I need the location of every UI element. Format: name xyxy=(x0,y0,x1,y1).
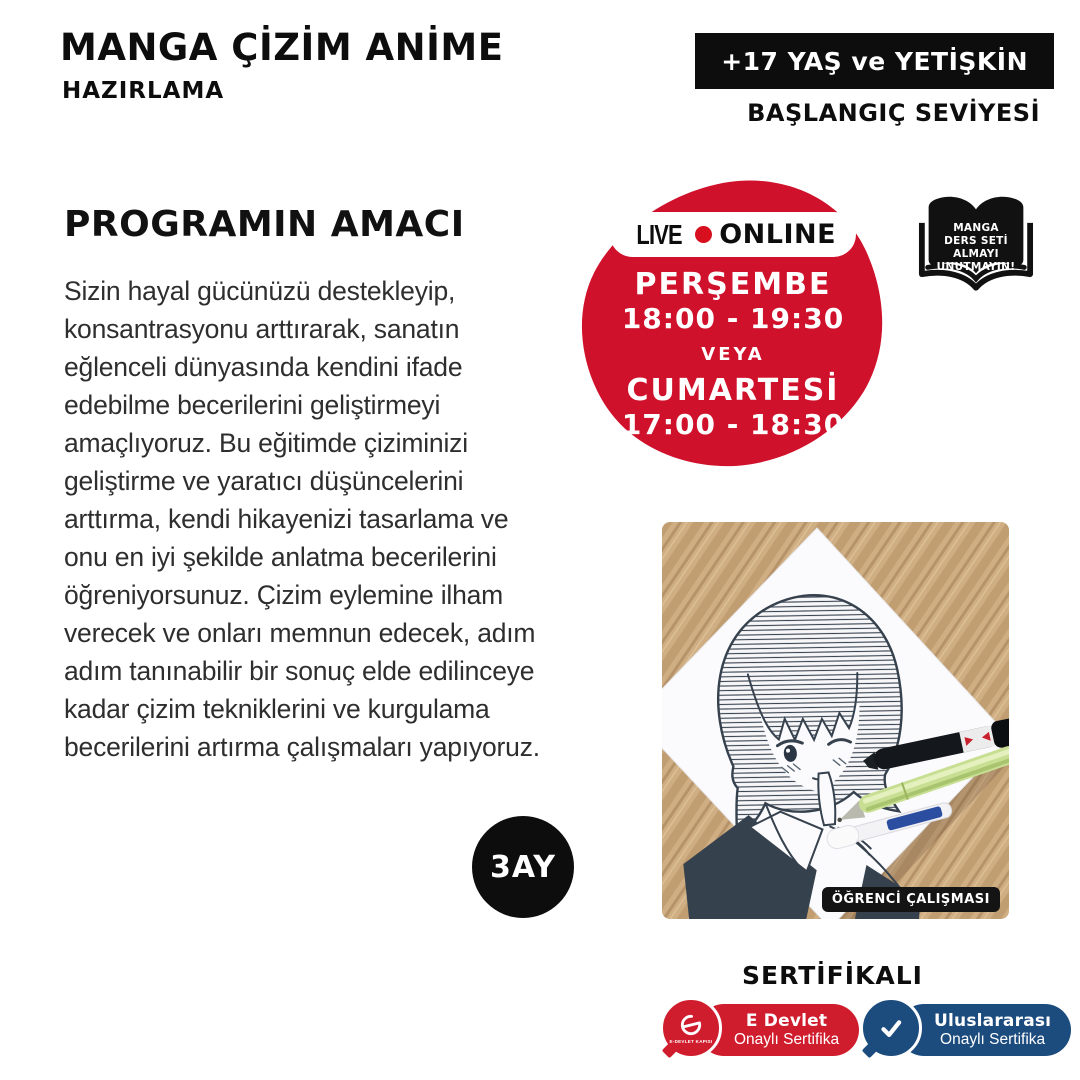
schedule-time-1: 18:00 - 19:30 xyxy=(621,302,845,335)
cert-badge-line2: Onaylı Sertifika xyxy=(734,1030,840,1048)
page-title: MANGA ÇİZİM ANİME xyxy=(60,26,504,69)
program-heading: PROGRAMIN AMACI xyxy=(64,204,465,245)
cert-badge-line1: E Devlet xyxy=(745,1010,828,1031)
program-body-text: Sizin hayal gücünüzü destekleyip, konsantrasyonu arttırarak, sanatın eğlenceli dünyasında kendini ifade edebilme becerilerini geliştirmeyi amaçlıyoruz. Bu eğitimde çiziminizi geliştirme ve yaratıcı düşüncelerini arttırma, kendi hikayenizi tasarlama ve onu en iyi şekilde anlatma becerilerini öğreniyorsunuz. Çizim eylemine ilham verecek ve onları memnun edecek, adım adım tanınabilir bir sonuç elde edilinceye kadar çizim tekniklerini ve kurgulama becerilerini artırma çalışmaları yapıyoruz. xyxy=(64,276,540,762)
duration-badge: 3AY xyxy=(472,816,574,918)
schedule-blob xyxy=(578,176,888,470)
international-certificate-badge xyxy=(860,997,1071,1059)
age-badge: +17 YAŞ ve YETİŞKİN xyxy=(695,33,1054,89)
reminder-line-2: DERS SETİ xyxy=(944,235,1008,247)
online-label: ONLINE xyxy=(719,219,837,250)
book-reminder xyxy=(918,192,1034,294)
schedule-time-2: 17:00 - 18:30 xyxy=(621,408,845,441)
level-label: BAŞLANGIÇ SEVİYESİ xyxy=(747,99,1040,127)
live-dot-icon xyxy=(695,226,712,243)
schedule-day-1: PERŞEMBE xyxy=(634,267,832,302)
certification-heading: SERTİFİKALI xyxy=(742,961,923,990)
live-label: LIVE xyxy=(636,218,682,250)
schedule-or-label: VEYA xyxy=(701,344,765,365)
photo-caption: ÖĞRENCİ ÇALIŞMASI xyxy=(822,887,1000,912)
reminder-line-4: UNUTMAYIN! xyxy=(936,261,1016,273)
e-devlet-logo-icon xyxy=(660,997,722,1059)
page-subtitle: HAZIRLAMA xyxy=(62,78,225,104)
cert-badge-line2: Onaylı Sertifika xyxy=(940,1030,1046,1048)
schedule-day-2: CUMARTESİ xyxy=(626,373,840,408)
reminder-line-3: ALMAYI xyxy=(953,248,999,260)
edevlet-certificate-badge xyxy=(660,997,859,1059)
e-devlet-caption: E-DEVLET KAPISI xyxy=(669,1039,713,1044)
live-online-pill xyxy=(610,212,856,257)
reminder-line-1: MANGA xyxy=(953,222,999,234)
checkmark-icon xyxy=(860,997,922,1059)
cert-badge-line1: Uluslararası xyxy=(934,1010,1052,1031)
student-artwork-photo xyxy=(662,522,1009,919)
artwork-illustration xyxy=(662,522,1009,919)
